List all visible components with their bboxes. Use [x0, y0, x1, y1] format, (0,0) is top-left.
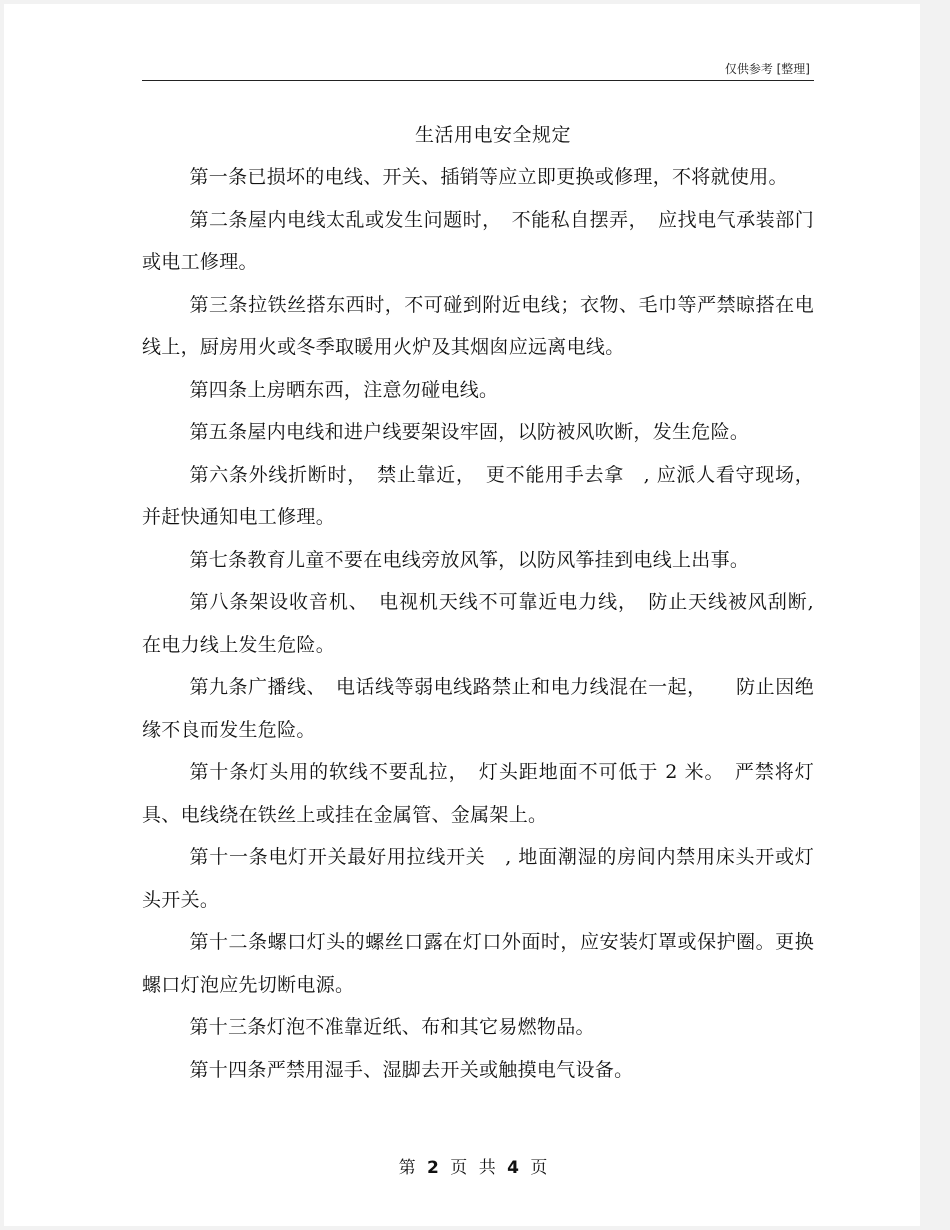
- paragraph-article-4: 第四条上房晒东西，注意勿碰电线。: [189, 378, 499, 401]
- paragraph-article-5: 第五条屋内电线和进户线要架设牢固，以防被风吹断，发生危险。: [189, 421, 750, 443]
- paragraph-article-7: 第七条教育儿童不要在电线旁放风筝，以防风筝挂到电线上出事。: [189, 548, 750, 571]
- header-note: 仅供参考 [整理]: [724, 62, 810, 76]
- paragraph-article-14: 第十四条严禁用湿手、湿脚去开关或触摸电气设备。: [189, 1058, 634, 1081]
- paragraph-article-1: 第一条已损坏的电线、开关、插销等应立即更换或修理，不将就使用。: [189, 166, 788, 188]
- paragraph-article-8: 第八条架设收音机、 电视机天线不可靠近电力线， 防止天线被风刮断, 在电力线上发生危险。: [142, 591, 814, 656]
- document-title: 生活用电安全规定: [414, 124, 571, 146]
- page-number: [0, 1153, 946, 1178]
- header-divider: [142, 80, 814, 81]
- paragraph-article-12: 第十二条螺口灯头的螺丝口露在灯口外面时，应安装灯罩或保护圈。更换螺口灯泡应先切断电源。: [142, 931, 814, 996]
- document-page: [4, 4, 920, 1226]
- paragraph-article-11: 第十一条电灯开关最好用拉线开关 , 地面潮湿的房间内禁用床头开或灯头开关。: [142, 846, 814, 911]
- page-number-suffix: 页: [530, 1158, 548, 1178]
- page-number-prefix: 第: [398, 1158, 416, 1178]
- total-page-count: 4: [507, 1158, 519, 1178]
- paragraph-article-9: 第九条广播线、 电话线等弱电线路禁止和电力线混在一起， 防止因绝缘不良而发生危险。: [142, 676, 814, 741]
- paragraph-article-3: 第三条拉铁丝搭东西时，不可碰到附近电线；衣物、毛巾等严禁晾搭在电线上，厨房用火或冬季取暖用火炉及其烟囱应远离电线。: [142, 293, 814, 358]
- page-number-middle: 页 共: [450, 1158, 496, 1178]
- paragraph-article-2: 第二条屋内电线太乱或发生问题时， 不能私自摆弄， 应找电气承装部门或电工修理。: [142, 208, 814, 273]
- paragraph-article-6: 第六条外线折断时， 禁止靠近， 更不能用手去拿 , 应派人看守现场，并赶快通知电工修理。: [142, 463, 814, 528]
- paragraph-article-13: 第十三条灯泡不准靠近纸、布和其它易燃物品。: [189, 1016, 595, 1038]
- document-body: [142, 156, 814, 1091]
- current-page-number: 2: [427, 1158, 439, 1178]
- paragraph-article-10: 第十条灯头用的软线不要乱拉， 灯头距地面不可低于 2 米。 严禁将灯具、电线绕在铁丝上或挂在金属管、金属架上。: [142, 761, 814, 826]
